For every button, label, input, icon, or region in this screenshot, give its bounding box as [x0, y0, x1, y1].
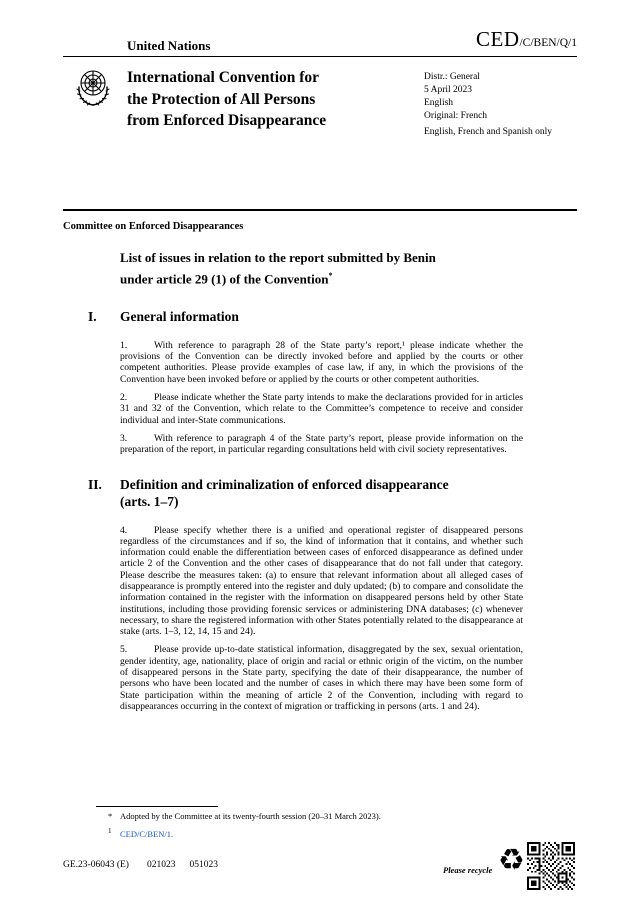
footnote-1 [63, 826, 577, 839]
footnote-document-link[interactable]: CED/C/BEN/1. [120, 828, 174, 839]
paragraph-number: 1. [120, 339, 128, 351]
recycle-icon: ♻ [498, 843, 525, 878]
document-info [424, 71, 552, 139]
language-line: English [424, 98, 454, 108]
title-footnote-marker: * [328, 271, 333, 280]
footnotes [63, 806, 577, 839]
footnote-marker: * [108, 811, 113, 821]
paragraph-2 [120, 392, 523, 426]
convention-title-line1: International Convention for [127, 69, 320, 86]
paragraph-text: Please provide up-to-date statistical information, disaggregated by the sex, sexual orientation, gender identity, age, nationality, place of origin and racial or ethnic origin of the victim, on the number of disappeared persons in the State party, specifying the date of their disappearance, the number of persons who have been located and the number of cases in which there may have been some form of State participation within the meaning of article 2 of the Convention, including with regard to disappearances occurring in the context of migration or trafficking in persons (arts. 1 and 24). [120, 644, 523, 712]
section-numeral: I. [88, 309, 97, 325]
paragraph-1 [120, 340, 523, 385]
un-emblem-icon [71, 66, 115, 110]
job-number: GE.23-06043 (E) [63, 860, 129, 870]
paragraph-text: With reference to paragraph 4 of the State party’s report, please provide information on the preparation of the report, in particular regarding consultations held with civil society representatives. [120, 432, 523, 456]
date-line: 5 April 2023 [424, 85, 473, 95]
document-title-line2: under article 29 (1) of the Convention [120, 271, 329, 287]
paragraph-number: 4. [120, 524, 128, 536]
document-body [63, 221, 577, 712]
paragraph-text: With reference to paragraph 28 of the State party’s report,¹ please indicate whether the provisions of the Convention can be directly invoked before and applied by the courts or other competent authorities. Please provide examples of case law, if any, in which the provisions of the Convention have been invoked before or applied by the courts or other competent authorities. [120, 339, 523, 385]
paragraph-number: 3. [120, 432, 128, 444]
please-recycle-label: Please recycle [443, 865, 493, 875]
committee-name: Committee on Enforced Disappearances [63, 221, 244, 232]
convention-title-line2: the Protection of All Persons [127, 90, 316, 108]
org-name: United Nations [127, 38, 211, 53]
section-heading-general-information [63, 308, 577, 326]
convention-title-line3: from Enforced Disappearance [127, 112, 327, 129]
distr-line: Distr.: General [424, 72, 480, 82]
section-numeral: II. [88, 476, 102, 492]
document-title-line1: List of issues in relation to the report submitted by Benin [120, 250, 436, 265]
masthead-rule [63, 209, 577, 211]
document-symbol-suffix: /C/BEN/Q/1 [519, 37, 577, 49]
paragraph-4 [120, 525, 523, 638]
footer-code-2: 051023 [189, 860, 218, 870]
paragraph-3 [120, 433, 523, 456]
paragraph-text: Please indicate whether the State party intends to make the declarations provided for in articles 31 and 32 of the Convention, which relate to the Committee’s competence to receive and consider individual and inter-State communications. [120, 392, 523, 426]
paragraph-number: 2. [120, 392, 128, 404]
footnote-text: Adopted by the Committee at its twenty-fourth session (20–31 March 2023). [120, 811, 381, 821]
convention-title [127, 67, 326, 132]
header-rule [63, 56, 577, 57]
document-symbol-prefix: CED [475, 27, 520, 51]
section-title: Definition and criminalization of enforced disappearance (arts. 1–7) [120, 476, 449, 509]
paragraph-5 [120, 644, 523, 712]
footnote-marker: 1 [108, 826, 112, 835]
original-language-line: Original: French [424, 111, 488, 121]
document-symbol [476, 27, 577, 52]
document-title [120, 249, 552, 288]
section-title: General information [120, 309, 239, 325]
footnote-star [63, 811, 577, 822]
qr-code [527, 842, 575, 890]
availability-line: English, French and Spanish only [424, 127, 552, 137]
paragraph-number: 5. [120, 644, 128, 656]
footer-reference [63, 860, 218, 870]
paragraph-text: Please specify whether there is a unified and operational register of disappeared persons regardless of the circumstances and if so, the kind of information that it contains, and whether such information could enable the differentiation between cases of enforced disappearance as defined under article 2 of the Convention and the other cases of disappearance that do not fall under that category. Please describe the measures taken: (a) to ensure that relevant information about all alleged cases of disappearance is promptly entered into the register and duly updated; (b) to compare and consolidate the information contained in the register with the information on disappeared persons held by other State institutions, including those providing forensic services or administering DNA databases; (c) whenever necessary, to share the registered information with other States potentially related to the disappearance at stake (arts. 1–3, 12, 14, 15 and 24). [120, 524, 523, 638]
footnote-rule [96, 806, 218, 807]
footer-code-1: 021023 [146, 860, 176, 870]
section-heading-definition-criminalization [63, 476, 577, 511]
